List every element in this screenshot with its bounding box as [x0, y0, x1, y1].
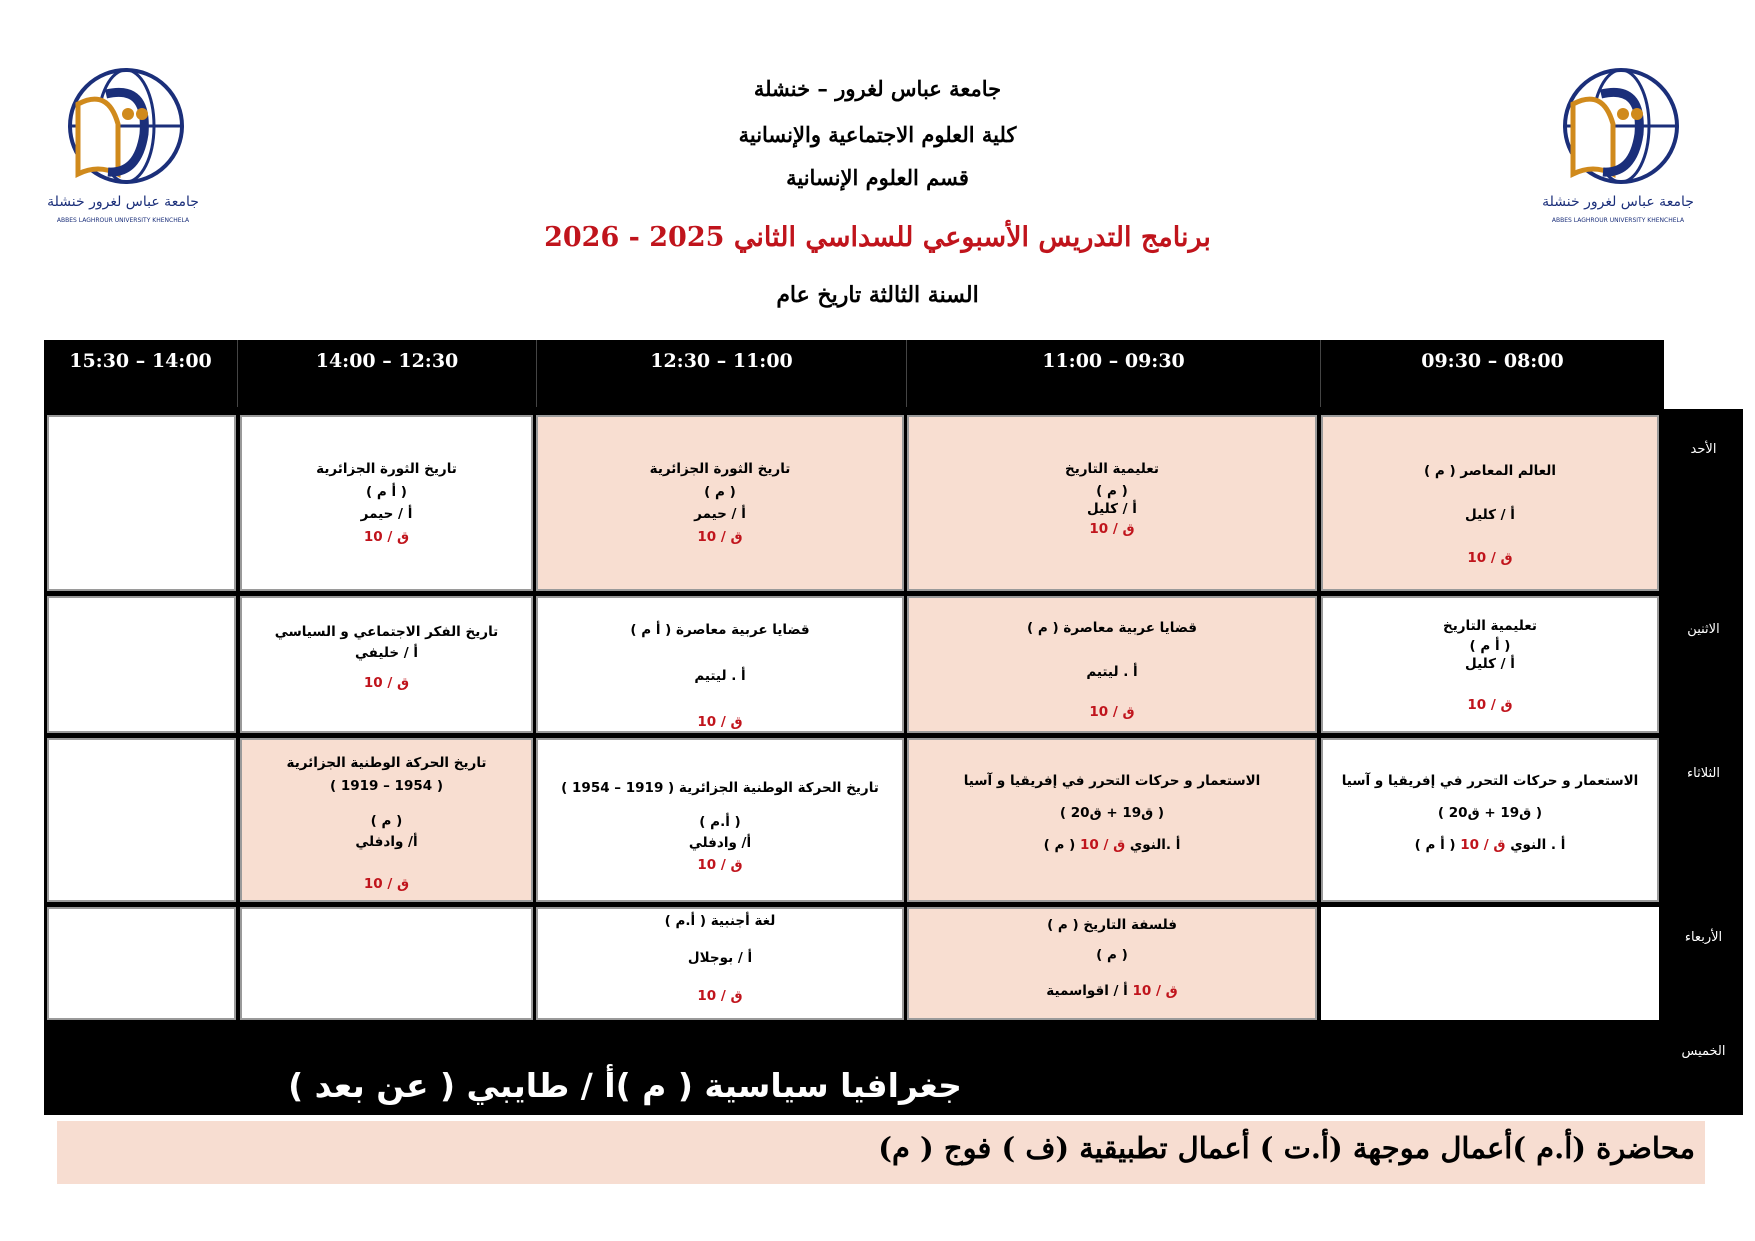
teacher: أ / كليل [1465, 507, 1515, 523]
day-tuesday: الثلاثاء [1687, 766, 1720, 781]
department-name: قسم العلوم الإنسانية [786, 165, 969, 190]
room: ق / 10 [697, 529, 743, 545]
teacher: أ / حيمر [360, 506, 413, 522]
teacher: ( أ م ) أ . النوي [1414, 837, 1566, 853]
thursday-course: جغرافيا سياسية ( م )أ / طايبي ( عن بعد ) [288, 1066, 962, 1105]
faculty-name: كلية العلوم الاجتماعية والإنسانية [738, 122, 1017, 147]
room: ق / 10 [1132, 983, 1178, 999]
cell-wednesday-slot4 [240, 907, 533, 1020]
cell-sunday-slot4 [240, 415, 533, 591]
time-slot-4: 14:00 – 12:30 [237, 340, 536, 407]
room: ق / 10 [1089, 704, 1135, 720]
cell-monday-slot1 [1321, 596, 1659, 733]
course-name: تعليمية التاريخ [1064, 461, 1159, 477]
teacher: أ / خليفي [354, 645, 419, 661]
year-label: السنة الثالثة تاريخ عام [776, 282, 979, 308]
teacher: أ / حيمر [694, 506, 746, 522]
legend-bar [57, 1121, 1705, 1184]
time-slot-1: 09:30 – 08:00 [1320, 340, 1664, 407]
room: ق / 10 [363, 876, 410, 892]
university-name: جامعة عباس لغرور – خنشلة [753, 76, 1002, 101]
session-type: ( م ) [370, 813, 403, 829]
cell-tuesday-slot1 [1321, 738, 1659, 902]
course-name: تاريخ الثورة الجزائرية [649, 461, 791, 477]
cell-tuesday-slot5 [47, 738, 236, 902]
time-slot-3: 12:30 – 11:00 [536, 340, 906, 407]
course-name: تاريخ الثورة الجزائرية [316, 461, 457, 477]
cell-tuesday-slot2 [907, 738, 1317, 902]
groups: ( ق19 + ق20 ) [1059, 805, 1165, 821]
day-monday: الاثنين [1687, 622, 1720, 637]
svg-text:ABBES LAGHROUR UNIVERSITY KHEN: ABBES LAGHROUR UNIVERSITY KHENCHELA [1551, 217, 1685, 224]
course-name: تعليمية التاريخ [1442, 618, 1537, 634]
session-type: ( أ م ) [366, 484, 407, 500]
teacher: أ / كليل [1465, 656, 1515, 672]
teacher: أ . ليتيم [694, 668, 746, 684]
course-name: فلسفة التاريخ ( م ) [1047, 917, 1177, 933]
session-type: ( أ.م ) [699, 814, 741, 830]
cell-wednesday-slot3 [536, 907, 904, 1020]
teacher-room-line [909, 983, 1315, 999]
room: ق / 10 [1089, 521, 1135, 537]
time-slot-2: 11:00 – 09:30 [906, 340, 1320, 407]
time-header-bar [44, 340, 1664, 407]
course-name: لغة أجنبية ( أ.م ) [664, 913, 776, 929]
teacher: أ . ليتيم [1086, 664, 1138, 680]
cell-sunday-slot2 [907, 415, 1317, 591]
room: ق / 10 [1460, 837, 1506, 853]
day-column [1664, 409, 1743, 1115]
svg-text:جامعة عباس لغرور خنشلة: جامعة عباس لغرور خنشلة [48, 194, 198, 210]
room: ق / 10 [1467, 697, 1513, 713]
time-slot-5: 15:30 – 14:00 [69, 350, 212, 372]
cell-sunday-slot3 [536, 415, 904, 591]
cell-tuesday-slot3 [536, 738, 904, 902]
teacher-room-line [909, 837, 1315, 853]
course-name: تاريخ الحركة الوطنية الجزائرية ( 1919 – 1954 ) [561, 780, 879, 796]
room: ق / 10 [1467, 550, 1513, 566]
course-name: الاستعمار و حركات التحرر في إفريقيا و آسيا [963, 773, 1261, 789]
room: ق / 10 [697, 714, 743, 730]
day-sunday: الأحد [1690, 442, 1717, 457]
course-name: قضايا عربية معاصرة ( أ م ) [630, 622, 810, 638]
legend-text: (م ) محاضرة (أ.م )أعمال موجهة (أ.ت ) أعمال تطبيقية (ف ) فوج [878, 1131, 1695, 1165]
course-name: قضايا عربية معاصرة ( م ) [1027, 620, 1197, 636]
room: ق / 10 [1079, 837, 1126, 853]
teacher-room-line [1323, 837, 1657, 853]
cell-wednesday-slot1 [1321, 907, 1659, 1020]
room: ق / 10 [697, 988, 743, 1004]
course-name: تاريخ الفكر الاجتماعي و السياسي [274, 624, 499, 640]
cell-monday-slot2 [907, 596, 1317, 733]
teacher: ( م ) أ .النوي [1043, 837, 1181, 853]
session-type: ( أ م ) [1469, 638, 1511, 654]
course-name: الاستعمار و حركات التحرر في إفريقيا و آسيا [1341, 773, 1639, 789]
day-wednesday: الأربعاء [1684, 930, 1723, 945]
course-name: العالم المعاصر ( م ) [1424, 463, 1556, 479]
teacher: أ/ وادفلي [355, 834, 418, 850]
cell-tuesday-slot4 [240, 738, 533, 902]
room: ق / 10 [363, 529, 410, 545]
teacher: أ/ وادفلي [688, 835, 752, 851]
cell-sunday-slot1 [1321, 415, 1659, 591]
cell-monday-slot4 [240, 596, 533, 733]
period: ( 1919 – 1954 ) [329, 778, 444, 794]
course-name: تاريخ الحركة الوطنية الجزائرية [286, 755, 487, 771]
teacher: أ / كليل [1087, 501, 1137, 517]
svg-text:جامعة عباس لغرور خنشلة: جامعة عباس لغرور خنشلة [1543, 194, 1693, 210]
cell-wednesday-slot2 [907, 907, 1317, 1020]
day-thursday: الخميس [1681, 1044, 1726, 1059]
cell-sunday-slot5 [47, 415, 236, 591]
svg-text:ABBES LAGHROUR UNIVERSITY KHEN: ABBES LAGHROUR UNIVERSITY KHENCHELA [56, 217, 190, 224]
cell-monday-slot5 [47, 596, 236, 733]
groups: ( ق19 + ق20 ) [1437, 805, 1543, 821]
teacher: أ / بوجلال [687, 950, 753, 966]
room: ق / 10 [697, 857, 743, 873]
session-type: ( م ) [1096, 947, 1128, 963]
program-title: برنامج التدريس الأسبوعي للسداسي الثاني 2025 - 2026 [544, 222, 1211, 253]
teacher: أ / اقواسمية [1046, 983, 1128, 999]
cell-wednesday-slot5 [47, 907, 236, 1020]
room: ق / 10 [363, 675, 410, 691]
session-type: ( م ) [1096, 483, 1128, 499]
cell-monday-slot3 [536, 596, 904, 733]
session-type: ( م ) [704, 484, 736, 500]
